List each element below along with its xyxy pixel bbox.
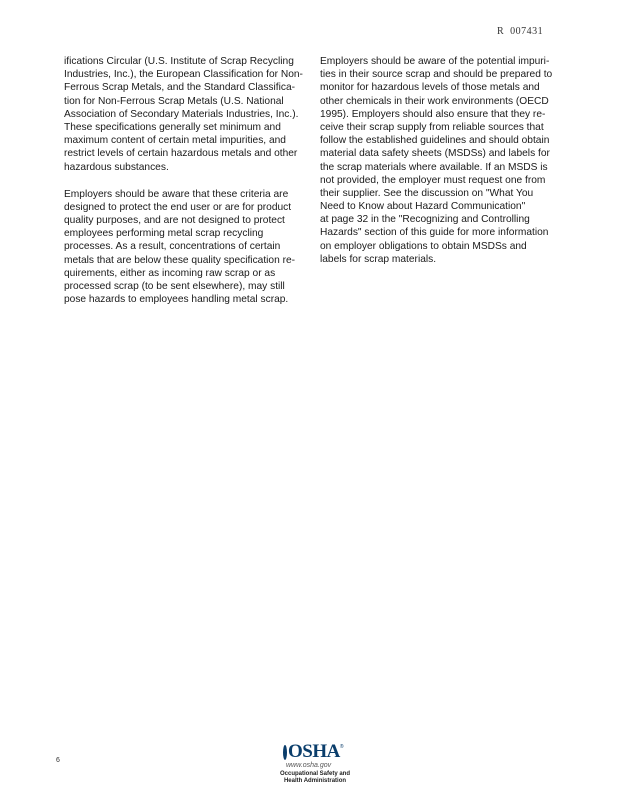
osha-logo-text: OSHA [288, 741, 340, 762]
text-line: pose hazards to employees handling metal scrap. [64, 294, 289, 306]
bates-number: R 007431 [497, 26, 544, 37]
left-paragraph-1 [64, 55, 306, 174]
text-line: follow the established guidelines and should obtain [320, 135, 550, 147]
text-line: maximum content of certain metal impurities, and [64, 135, 286, 147]
website-url: www.osha.gov [286, 762, 332, 769]
agency-line: Health Administration [283, 778, 347, 784]
text-line: labels for scrap materials. [320, 253, 437, 265]
paragraph-spacer [64, 174, 306, 188]
text-line: Ferrous Scrap Metals, and the Standard Classifica- [64, 82, 296, 94]
text-line: on employer obligations to obtain MSDSs and [320, 240, 527, 252]
text-line: 1995). Employers should also ensure that they re- [320, 108, 546, 120]
text-line: Industries, Inc.), the European Classification for Non- [64, 69, 303, 81]
left-paragraph-2 [64, 188, 306, 307]
text-line: ifications Circular (U.S. Institute of Scrap Recycling [64, 56, 294, 67]
agency-line: Occupational Safety and [279, 771, 351, 777]
text-line: their supplier. See the discussion on "What You [320, 187, 534, 199]
text-line: monitor for hazardous levels of those metals and [320, 82, 540, 94]
text-line: ties in their source scrap and should be prepared to [320, 69, 553, 81]
text-line: at page 32 in the "Recognizing and Controlling [320, 214, 530, 226]
text-line: Hazards" section of this guide for more information [320, 227, 549, 239]
text-line: restrict levels of certain hazardous metals and other [64, 148, 298, 160]
text-line: These specifications generally set minimum and [64, 121, 281, 133]
text-line: Need to Know about Hazard Communication" [320, 201, 526, 213]
agency-name [270, 771, 360, 785]
text-line: not provided, the employer must request one from [320, 174, 546, 186]
osha-wordmark [283, 740, 343, 764]
text-line: ceive their scrap supply from reliable sources that [320, 121, 544, 133]
text-line: quality purposes, and are not designed to protect [64, 215, 285, 227]
page-number: 6 [56, 757, 60, 764]
text-line: Employers should be aware that these criteria are [64, 188, 289, 200]
registered-mark: ® [339, 744, 344, 750]
text-line: employees performing metal scrap recycling [64, 228, 264, 240]
osha-logo [270, 740, 360, 788]
text-line: hazardous substances. [64, 161, 169, 173]
text-line: Employers should be aware of the potential impuri- [320, 56, 550, 67]
text-line: other chemicals in their work environments (OECD [320, 95, 549, 107]
text-line: processed scrap (to be sent elsewhere), may still [64, 281, 285, 292]
text-line: designed to protect the end user or are for product [64, 201, 292, 213]
text-line: processes. As a result, concentrations of certain [64, 241, 281, 253]
text-line: quirements, either as incoming raw scrap or as [64, 267, 276, 279]
right-column [320, 55, 562, 266]
right-paragraph-1 [320, 55, 562, 266]
globe-icon [283, 745, 287, 760]
text-line: material data safety sheets (MSDSs) and labels for [320, 148, 550, 160]
text-line: tion for Non-Ferrous Scrap Metals (U.S. National [64, 95, 284, 107]
text-line: the scrap materials where available. If an MSDS is [320, 161, 548, 173]
text-line: metals that are below these quality specification re- [64, 254, 296, 266]
left-column [64, 55, 306, 306]
text-line: Association of Secondary Materials Industries, Inc.). [64, 108, 299, 120]
